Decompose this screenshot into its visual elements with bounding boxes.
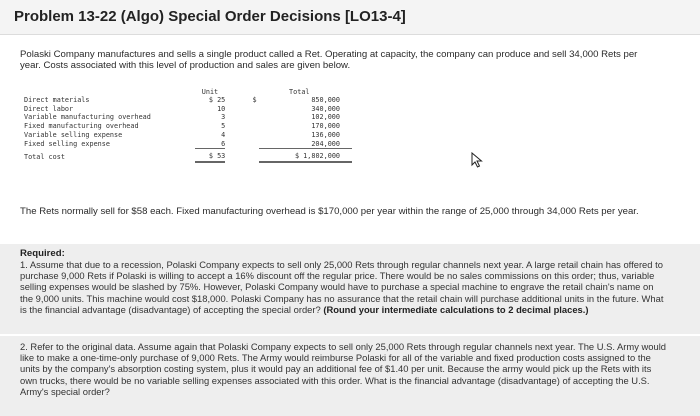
page-title: Problem 13-22 (Algo) Special Order Decisions [LO13-4]: [14, 8, 406, 25]
row-unit-cost: 10: [217, 104, 226, 113]
row-dollar-sign: [225, 105, 258, 114]
row-total-cost: 850,000: [311, 96, 340, 104]
row-unit-cost: 5: [221, 122, 226, 131]
rounding-instruction: (Round your intermediate calculations to 2 decimal places.): [323, 303, 589, 315]
row-unit-cost: 4: [221, 130, 226, 139]
price-paragraph: The Rets normally sell for $58 each. Fixed manufacturing overhead is $170,000 per year within the range of 25,000 through 34,000 Rets per year.: [20, 206, 639, 217]
cost-table: [20, 88, 352, 163]
row-label: Variable manufacturing overhead: [24, 113, 151, 122]
intro-paragraph: Polaski Company manufactures and sells a single product called a Ret. Operating at capacity, the company can produce and sell 34,000 Rets per year. Costs associated with this level of production and sales are given below.: [20, 49, 638, 72]
mouse-pointer-icon: [471, 152, 485, 168]
row-label: Direct labor: [24, 104, 74, 113]
row-label: Fixed manufacturing overhead: [24, 122, 139, 131]
row-unit-cost: $ 25: [208, 96, 226, 104]
total-unit-cost: $ 53: [195, 152, 226, 162]
table-row: [20, 131, 352, 140]
row-unit-cost: 3: [221, 113, 226, 122]
row-dollar-sign: [225, 122, 258, 131]
row-unit-cost: 6: [195, 140, 226, 149]
row-total-cost: 204,000: [259, 140, 352, 149]
row-dollar-sign: [225, 131, 258, 140]
table-row: [20, 96, 352, 105]
requirement-1-text: [20, 259, 668, 315]
row-total-cost: 136,000: [311, 130, 340, 139]
table-row: [20, 122, 352, 131]
row-total-cost: 340,000: [311, 104, 340, 113]
title-bar: [0, 0, 700, 35]
total-cost-value: $ 1,802,000: [259, 152, 352, 162]
requirement-1-body: 1. Assume that due to a recession, Polaski Company expects to sell only 25,000 Rets through regular channels next year. A large retail chain has offered to purchase 9,000 Rets if Polaski is willing to accept a 16% discount off the regular price. There would be no sales commissions on this order; thus, variable selling expenses would be slashed by 75%. However, Polaski Company would have to purchase a special machine to engrave the retail chain's name on the 9,000 units. This machine would cost $18,000. Polaski Company has no assurance that the retail chain will purchase additional units in the future. What is the financial advantage (disadvantage) of accepting the special order?: [20, 259, 664, 315]
row-label: Direct materials: [24, 96, 90, 104]
requirement-2-text: 2. Refer to the original data. Assume again that Polaski Company expects to sell only 25,000 Rets through regular channels next year. The U.S. Army would like to make a one-time-only purchase of 9,000 Rets. The Army would reimburse Polaski for all of the variable and fixed production costs assigned to the units by the company's absorption costing system, plus it would pay an additional fee of $1.40 per unit. Because the army would pick up the Rets with its own trucks, there would be no variable selling expenses associated with this order. What is the financial advantage (disadvantage) of accepting the U.S. Army's special order?: [20, 341, 667, 397]
row-label: Fixed selling expense: [24, 139, 110, 148]
table-total-row: [20, 152, 352, 162]
table-row: [20, 105, 352, 114]
row-label: Variable selling expense: [24, 130, 123, 139]
table-row: [20, 140, 352, 149]
required-heading: Required:: [20, 248, 65, 259]
row-dollar-sign: [225, 140, 258, 149]
total-label: Total cost: [24, 152, 65, 161]
column-header-total: Total: [289, 88, 310, 96]
table-header-row: [20, 88, 352, 96]
table-row: [20, 113, 352, 122]
total-dollar-sign: [225, 152, 258, 162]
row-total-cost: 170,000: [311, 122, 340, 131]
column-header-unit: Unit: [201, 88, 219, 96]
row-total-cost: 102,000: [311, 113, 340, 122]
row-dollar-sign: [225, 113, 258, 122]
row-dollar-sign: $: [252, 96, 257, 104]
